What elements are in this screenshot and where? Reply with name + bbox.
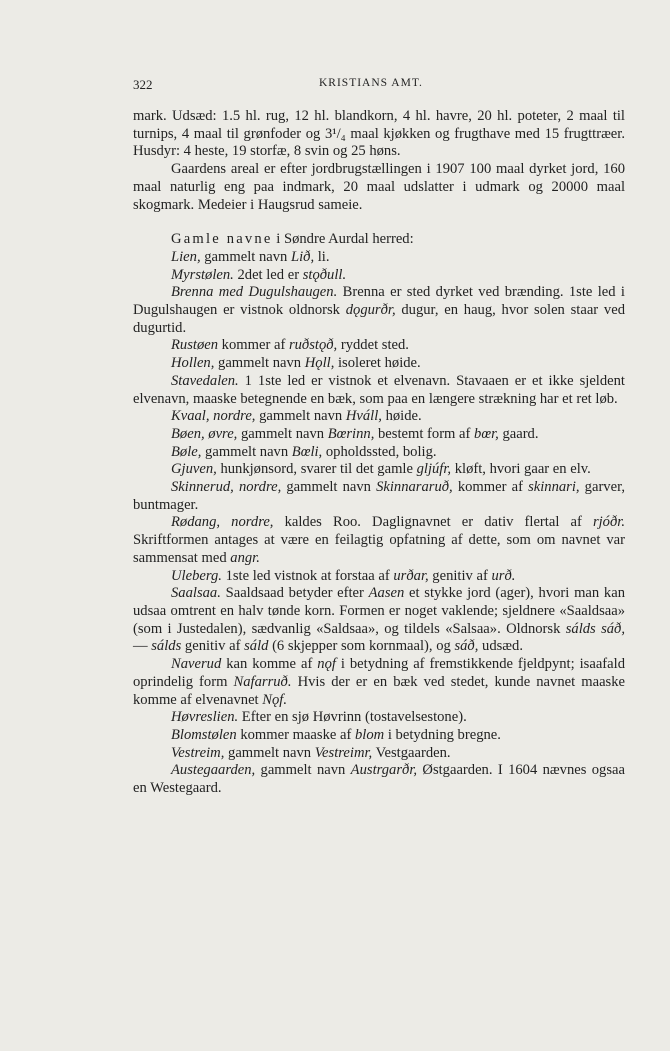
text-run: gammelt navn bbox=[201, 443, 292, 460]
text-run: kommer af bbox=[218, 337, 289, 354]
italic-term: Hváll, bbox=[345, 408, 382, 425]
text-run: kan komme af bbox=[221, 656, 318, 673]
italic-term: angr. bbox=[230, 549, 260, 566]
running-title: KRISTIANS AMT. bbox=[319, 77, 423, 89]
italic-term: Saalsaa. bbox=[171, 585, 221, 602]
paragraph-p12 bbox=[133, 444, 625, 462]
paragraph-p19 bbox=[133, 709, 625, 727]
text-run: i betydning bregne. bbox=[384, 726, 501, 743]
paragraph-p21 bbox=[133, 745, 625, 763]
page-number: 322 bbox=[133, 77, 153, 92]
text-run: i betydning af fremstikkende fjeldpynt; isaafald oprindelig form bbox=[133, 656, 625, 690]
text-run: gammelt navn bbox=[281, 479, 377, 496]
text-run: (6 skjepper som kornmaal), og bbox=[268, 638, 455, 655]
text-run: gammelt navn bbox=[255, 762, 351, 779]
paragraph-p9 bbox=[133, 373, 625, 408]
text-run: opholdssted, bolig. bbox=[322, 443, 437, 460]
italic-term: gljúfr, bbox=[416, 461, 452, 478]
text-run: gammelt navn bbox=[237, 425, 328, 442]
italic-term: Kvaal, nordre, bbox=[171, 408, 256, 425]
italic-term: Blomstølen bbox=[171, 726, 237, 743]
text-run: kløft, hvori gaar en elv. bbox=[451, 461, 591, 478]
italic-term: Bøen, øvre, bbox=[171, 425, 238, 442]
italic-term: Rødang, nordre, bbox=[171, 514, 274, 531]
italic-term: sálds bbox=[151, 638, 182, 655]
paragraph-p4 bbox=[133, 249, 625, 267]
italic-term: Lien, bbox=[171, 248, 201, 265]
text-run: genitiv af bbox=[181, 638, 245, 655]
text-run: kommer maaske af bbox=[236, 726, 355, 743]
text-run: i Søndre Aurdal herred: bbox=[272, 231, 414, 248]
italic-term: sáld bbox=[244, 638, 269, 655]
italic-term: Gjuven, bbox=[171, 461, 217, 478]
paragraph-p7 bbox=[133, 337, 625, 355]
italic-term: Myrstølen. bbox=[171, 266, 234, 283]
italic-term: sáð, bbox=[454, 638, 479, 655]
text-run: bestemt form af bbox=[374, 425, 475, 442]
text-run: mark. Udsæd: 1.5 hl. rug, 12 hl. blandkorn, 4 hl. havre, 20 hl. poteter, 2 maal til turnips, 4 maal til grønfoder og 3¹/₄ maal kjøkken og frugthave med 15 frugttræer. Husdyr: 4 heste, 19 storfæ, 8 svin og 25 høns. bbox=[133, 108, 625, 160]
paragraph-p10 bbox=[133, 408, 625, 426]
italic-term: nǫf bbox=[317, 656, 336, 673]
text-run: Vestgaarden. bbox=[372, 744, 451, 761]
italic-term: bœr, bbox=[474, 425, 499, 442]
italic-term: Naverud bbox=[171, 656, 222, 673]
italic-term: blom bbox=[355, 726, 385, 743]
text-run: 1 1ste led er vistnok et elvenavn. Stavaaen er et ikke sjeldent elvenavn, maaske betegnende en bæk, som paa en længere strækning har et ret løb. bbox=[133, 372, 625, 407]
italic-term: dǫgurðr, bbox=[345, 302, 396, 319]
text-run: — bbox=[133, 638, 152, 655]
italic-term: stǫðull. bbox=[302, 266, 347, 283]
text-run: udsæd. bbox=[478, 638, 523, 655]
paragraph-p18 bbox=[133, 656, 625, 709]
text-run: 2det led er bbox=[233, 266, 303, 283]
italic-term: Rustøen bbox=[171, 337, 219, 354]
text-run: dugur, en haug, hvor solen staar ved dugurtid. bbox=[133, 302, 625, 336]
paragraph-p11 bbox=[133, 426, 625, 444]
italic-term: rjóðr. bbox=[592, 514, 625, 531]
text-run: 1ste led vistnok at forstaa af bbox=[221, 567, 394, 584]
paragraph-p8 bbox=[133, 355, 625, 373]
text-run: li. bbox=[314, 248, 330, 265]
italic-term: Skinnararuð, bbox=[376, 479, 453, 496]
paragraph-p13 bbox=[133, 461, 625, 479]
italic-term: Lið, bbox=[290, 248, 315, 265]
paragraph-p5 bbox=[133, 267, 625, 285]
italic-term: Stavedalen. bbox=[171, 372, 239, 389]
italic-term: skinnari, bbox=[528, 479, 580, 496]
body-text bbox=[133, 108, 625, 798]
text-run: hunkjønsord, svarer til det gamle bbox=[216, 461, 417, 478]
italic-term: urðar, bbox=[393, 567, 429, 584]
text-run: kaldes Roo. Daglignavnet er dativ flertal af bbox=[273, 514, 593, 531]
text-run: genitiv af bbox=[428, 567, 492, 584]
text-run: garver, buntmager. bbox=[133, 479, 626, 513]
text-run: Hvis der er en bæk ved stedet, kunde navnet maaske komme af elvenavnet bbox=[133, 673, 625, 708]
italic-term: Aasen bbox=[368, 585, 405, 602]
paragraph-p6 bbox=[133, 284, 625, 337]
text-run: Efter en sjø Høvrinn (tostavelsestone). bbox=[238, 709, 467, 726]
italic-term: Vestreim, bbox=[171, 744, 225, 761]
paragraph-p15 bbox=[133, 514, 625, 567]
italic-term: Høvreslien. bbox=[171, 709, 239, 726]
italic-term: urð. bbox=[491, 567, 516, 584]
text-run: gammelt navn bbox=[214, 355, 305, 372]
text-run: Skriftformen antages at være en feilagtig opfatning af dette, som om navnet var sammensat med bbox=[133, 532, 625, 566]
paragraph-p22 bbox=[133, 762, 625, 797]
paragraph-p14 bbox=[133, 479, 625, 514]
text-run: isoleret høide. bbox=[334, 355, 421, 372]
spaced-heading: Gamle navne bbox=[171, 231, 273, 248]
paragraph-p17 bbox=[133, 585, 625, 656]
text-run: gammelt navn bbox=[255, 408, 346, 425]
italic-term: ruðstǫð, bbox=[288, 337, 338, 354]
text-run: ryddet sted. bbox=[337, 337, 409, 354]
paragraph-p1 bbox=[133, 108, 625, 161]
text-run: kommer af bbox=[452, 479, 529, 496]
text-run: gammelt navn bbox=[200, 248, 291, 265]
italic-term: Brenna med Dugulshaugen. bbox=[171, 284, 338, 301]
italic-term: Bœli, bbox=[291, 443, 323, 460]
text-run: Saaldsaad betyder efter bbox=[220, 585, 369, 602]
italic-term: sálds sáð, bbox=[565, 620, 626, 637]
italic-term: Nafarruð. bbox=[233, 673, 292, 690]
italic-term: Bøle, bbox=[171, 443, 202, 460]
paragraph-p16 bbox=[133, 568, 625, 586]
italic-term: Vestreimr, bbox=[314, 744, 373, 761]
text-run: høide. bbox=[381, 408, 422, 425]
text-run: Østgaarden. I 1604 nævnes ogsaa en Westegaard. bbox=[133, 762, 625, 797]
italic-term: Hǫll, bbox=[304, 355, 335, 372]
italic-term: Nǫf. bbox=[262, 691, 287, 708]
italic-term: Bœrinn, bbox=[327, 425, 375, 442]
paragraph-p3 bbox=[133, 231, 625, 249]
italic-term: Skinnerud, nordre, bbox=[171, 479, 282, 496]
paragraph-p2 bbox=[133, 161, 625, 214]
text-run: Brenna er sted dyrket ved brænding. 1ste led i Dugulshaugen er vistnok oldnorsk bbox=[133, 284, 625, 319]
italic-term: Austrgarðr, bbox=[350, 762, 418, 779]
text-run: Gaardens areal er efter jordbrugstællingen i 1907 100 maal dyrket jord, 160 maal naturlig eng paa indmark, 20 maal udslatter i udmark og 20000 maal skogmark. Medeier i Haugsrud sameie. bbox=[133, 161, 625, 213]
italic-term: Hollen, bbox=[171, 355, 215, 372]
text-run: gammelt navn bbox=[224, 744, 315, 761]
text-run: et stykke jord (ager), hvori man kan udsaa omtrent en halv tønde korn. Formen er noget vaklende; sjeldnere «Saaldsaa» (som i Justedalen), sædvanlig «Saldsaa», og tildels «Salsaa». Oldnorsk bbox=[133, 585, 625, 637]
italic-term: Uleberg. bbox=[171, 567, 222, 584]
italic-term: Austegaarden, bbox=[171, 762, 256, 779]
text-run: gaard. bbox=[498, 425, 539, 442]
paragraph-p20 bbox=[133, 727, 625, 745]
